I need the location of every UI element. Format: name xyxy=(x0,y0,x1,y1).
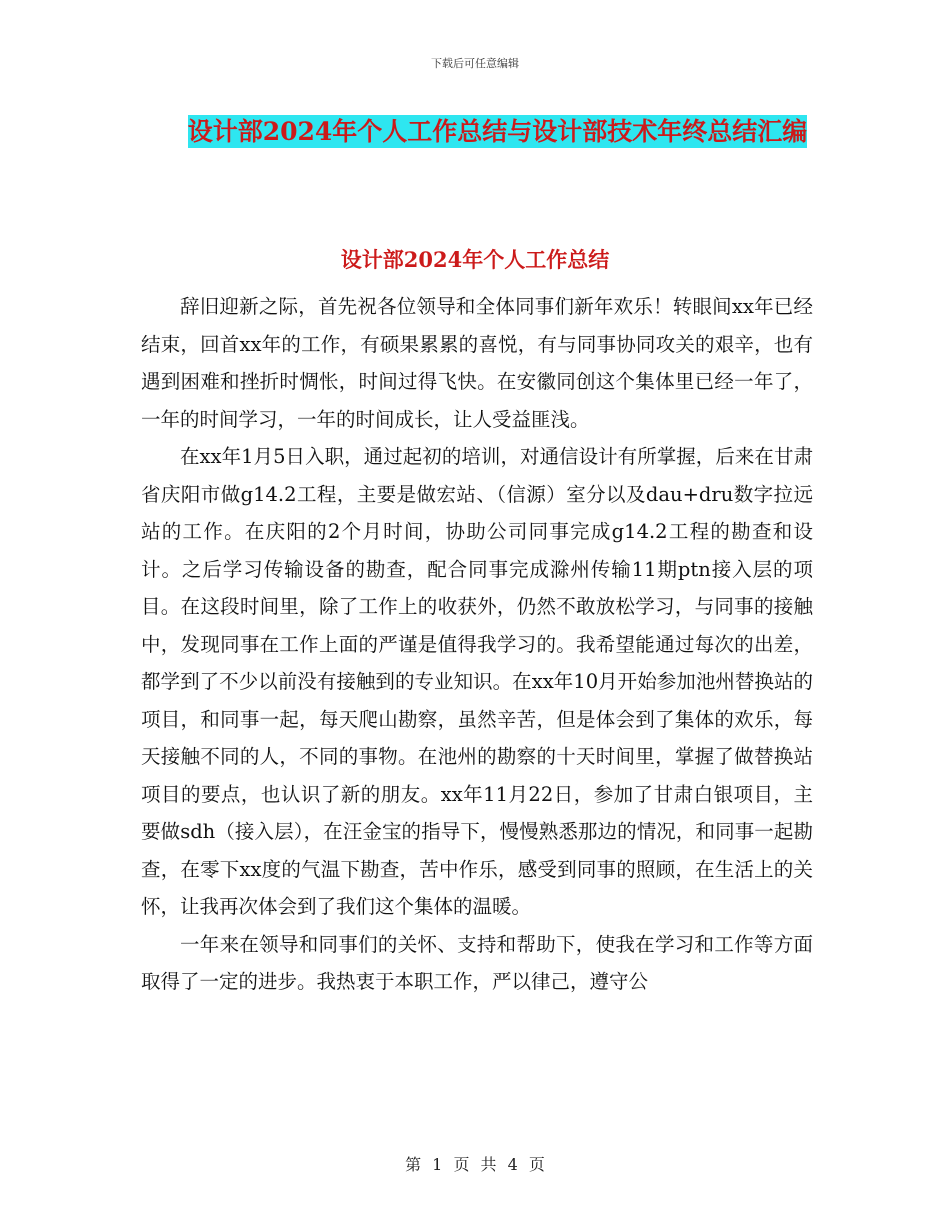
paragraph: 一年来在领导和同事们的关怀、支持和帮助下，使我在学习和工作等方面取得了一定的进步。我热衷于本职工作，严以律己，遵守公 xyxy=(141,932,813,993)
page-number-footer: 第 1 页 共 4 页 xyxy=(405,1155,545,1174)
section-title: 设计部2024年个人工作总结 xyxy=(340,247,610,272)
document-body xyxy=(141,288,813,1001)
page-header-note: 下载后可任意编辑 xyxy=(431,57,519,70)
document-title-text: 设计部2024年个人工作总结与设计部技术年终总结汇编 xyxy=(187,117,808,146)
paragraph: 在xx年1月5日入职，通过起初的培训，对通信设计有所掌握，后来在甘肃省庆阳市做g14.2工程，主要是做宏站、（信源）室分以及dau+dru数字拉远站的工作。在庆阳的2个月时间，协助公司同事完成g14.2工程的勘查和设计。之后学习传输设备的勘查，配合同事完成滁州传输11期ptn接入层的项目。在这段时间里，除了工作上的收获外，仍然不敢放松学习，与同事的接触中，发现同事在工作上面的严谨是值得我学习的。我希望能通过每次的出差，都学到了不少以前没有接触到的专业知识。在xx年10月开始参加池州替换站的项目，和同事一起，每天爬山勘察，虽然辛苦，但是体会到了集体的欢乐，每天接触不同的人，不同的事物。在池州的勘察的十天时间里，掌握了做替换站项目的要点，也认识了新的朋友。xx年11月22日，参加了甘肃白银项目，主要做sdh（接入层），在汪金宝的指导下，慢慢熟悉那边的情况，和同事一起勘查，在零下xx度的气温下勘查，苦中作乐，感受到同事的照顾，在生活上的关怀，让我再次体会到了我们这个集体的温暖。 xyxy=(141,445,813,918)
paragraph: 辞旧迎新之际，首先祝各位领导和全体同事们新年欢乐！转眼间xx年已经结束，回首xx年的工作，有硕果累累的喜悦，有与同事协同攻关的艰辛，也有遇到困难和挫折时惆怅，时间过得飞快。在安徽同创这个集体里已经一年了，一年的时间学习，一年的时间成长，让人受益匪浅。 xyxy=(141,295,813,431)
document-title xyxy=(185,110,810,154)
